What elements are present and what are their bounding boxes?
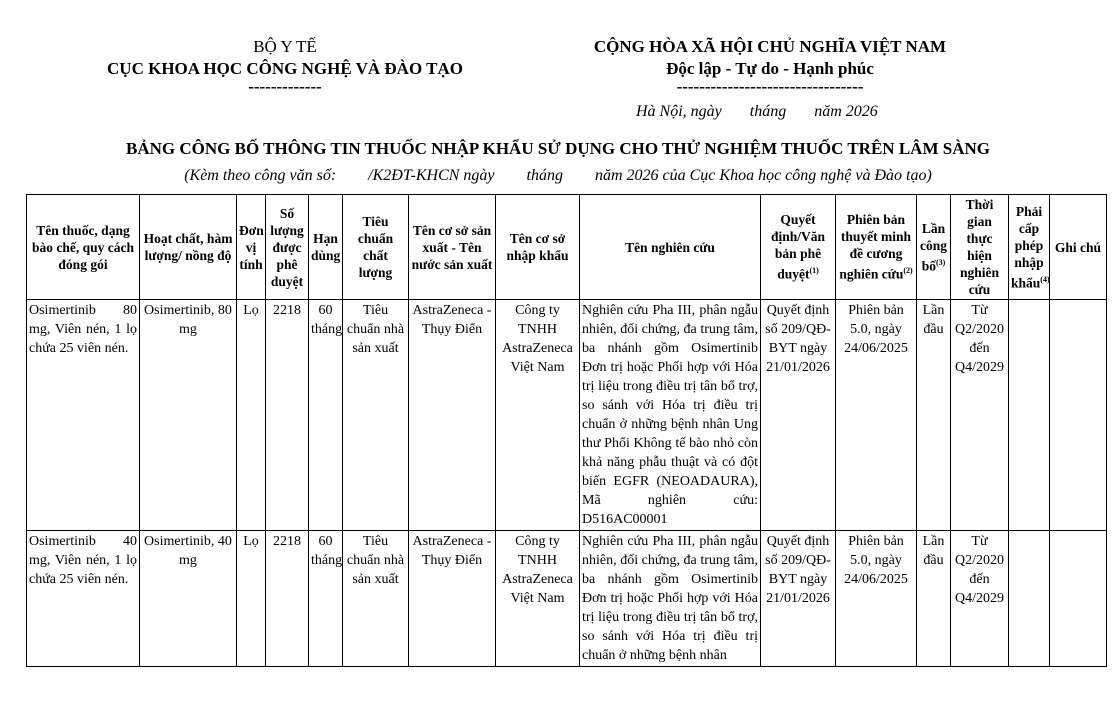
motto: Độc lập - Tự do - Hạnh phúc [666,59,874,78]
col-header-study: Tên nghiên cứu [580,195,761,300]
table-header-row [27,195,1107,300]
col-header-drug-name: Tên thuốc, dạng bào chế, quy cách đóng gói [27,195,140,300]
footnote-ref-2: (2) [903,266,913,276]
cell-importer: Công ty TNHH AstraZeneca Việt Nam [496,300,580,531]
cell-license [1009,300,1050,531]
col-header-announce-label: Lần công bố [920,220,947,274]
col-header-expiry: Hạn dùng [309,195,343,300]
header-right [560,36,980,94]
cell-study: Nghiên cứu Pha III, phân ngẫu nhiên, đối chứng, đa trung tâm, ba nhánh gồm Osimertinib Đơn trị hoặc Phối hợp với Hóa trị liệu trong điều trị tân bổ trợ, so sánh với Hóa trị điều trị chuẩn ở những bệnh nhân Ung thư Phổi Không tế bào nhỏ còn khả năng phẫu thuật và có đột biến EGFR (NEOADAURA), Mã nghiên cứu: D516AC00001 [580,300,761,531]
ministry-name: BỘ Y TẾ [253,37,317,56]
cell-standard: Tiêu chuẩn nhà sản xuất [343,300,409,531]
cell-study: Nghiên cứu Pha III, phân ngẫu nhiên, đối chứng, đa trung tâm, ba nhánh gồm Osimertinib Đơn trị hoặc Phối hợp với Hóa trị liệu trong điều trị tân bổ trợ, so sánh với Hóa trị điều trị chuẩn ở những bệnh nhân [580,531,761,667]
table-row [27,300,1107,531]
col-header-license-label: Phải cấp phép nhập khẩu [1011,203,1044,291]
col-header-importer: Tên cơ sở nhập khẩu [496,195,580,300]
cell-manufacturer: AstraZeneca - Thụy Điển [409,531,496,667]
cell-importer: Công ty TNHH AstraZeneca Việt Nam [496,531,580,667]
cell-active: Osimertinib, 40 mg [140,531,237,667]
col-header-note: Ghi chú [1050,195,1107,300]
footnote-ref-1: (1) [809,266,819,276]
col-header-decision-label: Quyết định/Văn bản phê duyệt [770,212,826,282]
cell-standard: Tiêu chuẩn nhà sản xuất [343,531,409,667]
cell-version: Phiên bản 5.0, ngày 24/06/2025 [836,300,917,531]
col-header-active: Hoạt chất, hàm lượng/ nồng độ [140,195,237,300]
col-header-decision [761,195,836,300]
col-header-standard: Tiêu chuẩn chất lượng [343,195,409,300]
col-header-qty: Số lượng được phê duyệt [266,195,309,300]
document-title: BẢNG CÔNG BỐ THÔNG TIN THUỐC NHẬP KHẨU SỬ DỤNG CHO THỬ NGHIỆM THUỐC TRÊN LÂM SÀNG [126,139,990,158]
footnote-ref-4: (4) [1040,274,1050,284]
cell-announce: Lần đầu [917,300,951,531]
header-left [80,36,490,94]
cell-manufacturer: AstraZeneca - Thụy Điển [409,300,496,531]
cell-unit: Lọ [237,300,266,531]
cell-decision: Quyết định số 209/QĐ-BYT ngày 21/01/2026 [761,531,836,667]
cell-license [1009,531,1050,667]
col-header-version [836,195,917,300]
nation-name: CỘNG HÒA XÃ HỘI CHỦ NGHĨA VIỆT NAM [593,37,947,56]
cell-drug-name: Osimertinib 80 mg, Viên nén, 1 lọ chứa 25 viên nén. [27,300,140,531]
cell-duration: Từ Q2/2020 đến Q4/2029 [951,531,1009,667]
dateline: Hà Nội, ngày tháng năm 2026 [636,103,878,120]
cell-drug-name: Osimertinib 40 mg, Viên nén, 1 lọ chứa 25 viên nén. [27,531,140,667]
cell-unit: Lọ [237,531,266,667]
cell-duration: Từ Q2/2020 đến Q4/2029 [951,300,1009,531]
cell-expiry: 60 tháng [309,300,343,531]
cell-announce: Lần đầu [917,531,951,667]
cell-qty: 2218 [266,531,309,667]
document-subtitle: (Kèm theo công văn số: /K2ĐT-KHCN ngày tháng năm 2026 của Cục Khoa học công nghệ và Đào tạo) [184,167,932,184]
cell-note [1050,531,1107,667]
footnote-ref-3: (3) [935,257,946,267]
department-name: CỤC KHOA HỌC CÔNG NGHỆ VÀ ĐÀO TẠO [107,59,463,78]
header-right-divider: --------------------------------- [676,77,864,96]
drug-table [26,194,1107,667]
cell-note [1050,300,1107,531]
header-left-divider: ------------- [248,77,322,96]
col-header-announce [917,195,951,300]
cell-expiry: 60 tháng [309,531,343,667]
cell-qty: 2218 [266,300,309,531]
cell-active: Osimertinib, 80 mg [140,300,237,531]
col-header-license [1009,195,1050,300]
col-header-version-label: Phiên bản thuyết minh đề cương nghiên cứu [839,212,912,282]
col-header-unit: Đơn vị tính [237,195,266,300]
col-header-manufacturer: Tên cơ sở sản xuất - Tên nước sản xuất [409,195,496,300]
cell-decision: Quyết định số 209/QĐ-BYT ngày 21/01/2026 [761,300,836,531]
table-row [27,531,1107,667]
cell-version: Phiên bản 5.0, ngày 24/06/2025 [836,531,917,667]
col-header-duration: Thời gian thực hiện nghiên cứu [951,195,1009,300]
